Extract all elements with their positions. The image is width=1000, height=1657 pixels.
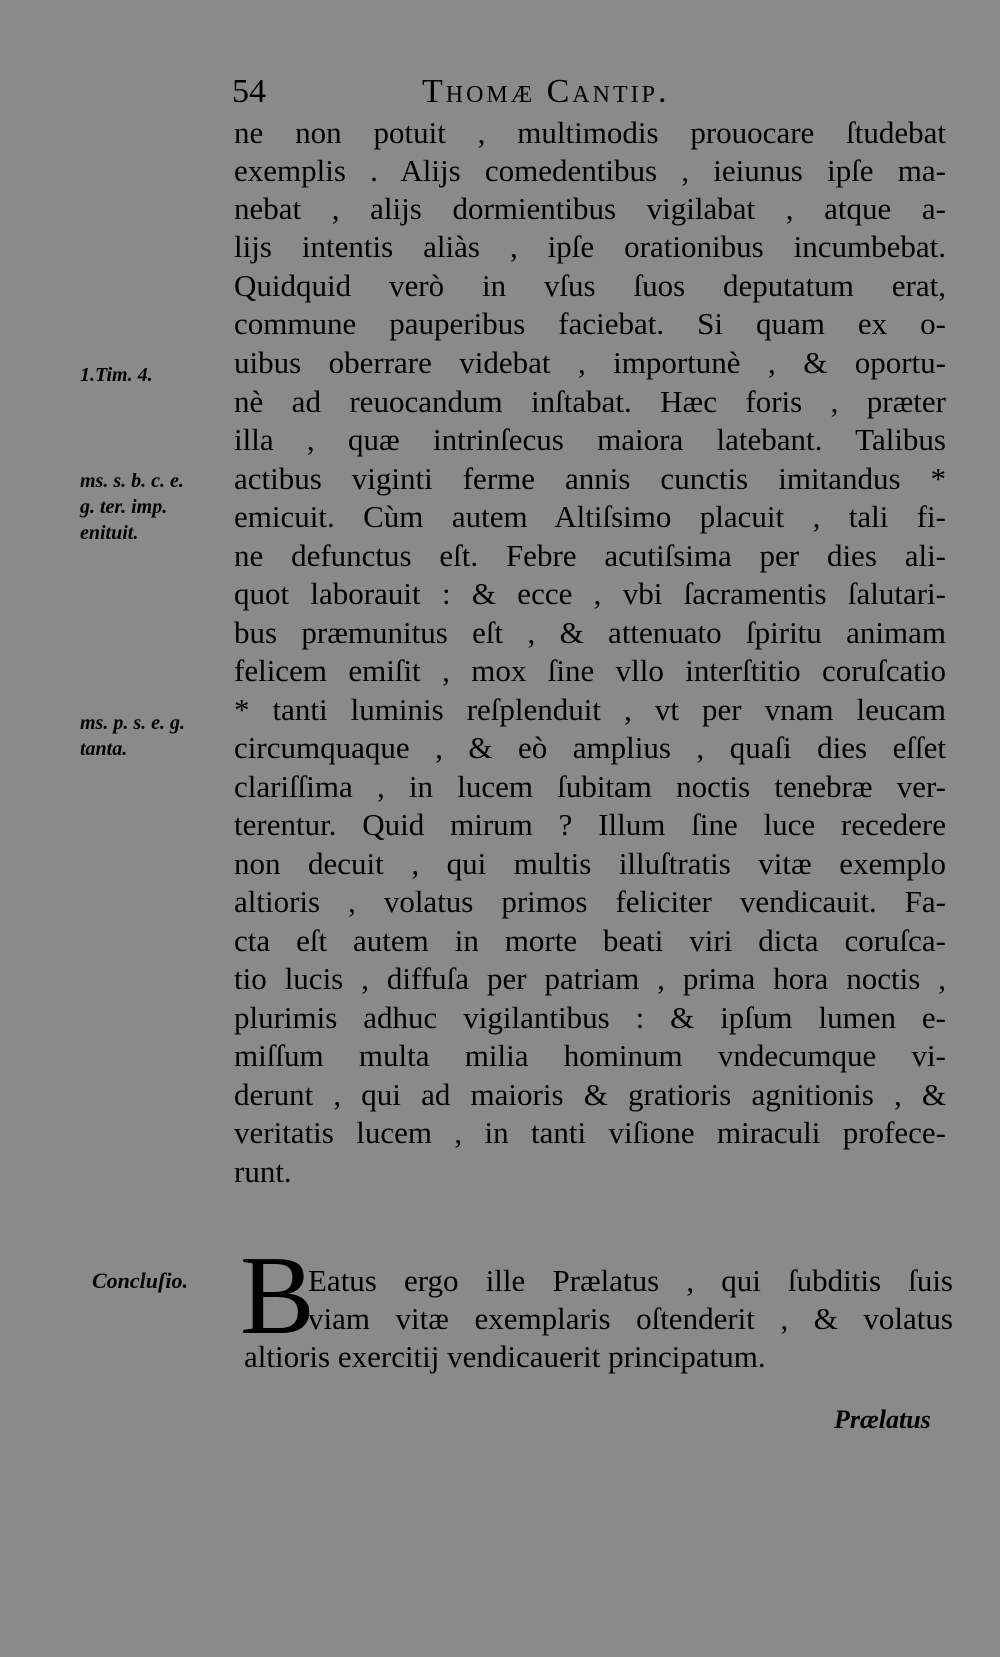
body-line: * tanti luminis reſplenduit , vt per vnam leucam [234,692,946,727]
body-line: Quidquid verò in vſus ſuos deputatum erat, [234,268,946,303]
body-line: tio lucis , diffuſa per patriam , prima hora noctis , [234,961,946,996]
body-line: ne non potuit , multimodis prouocare ſtudebat [234,115,946,150]
margin-note-variant-b: ms. p. s. e. g. tanta. [80,712,185,760]
body-line: ne defunctus eſt. Febre acutiſsima per dies ali- [234,538,946,573]
body-line: derunt , qui ad maioris & gratioris agnitionis , & [234,1077,946,1112]
body-line: emicuit. Cùm autem Altiſsimo placuit , tali fi- [234,499,946,534]
body-line: miſſum multa milia hominum vndecumque vi- [234,1038,946,1073]
body-line: exemplis . Alijs comedentibus , ieiunus ipſe ma- [234,153,946,188]
body-line: clariſſima , in lucem ſubitam noctis tenebræ ver- [234,769,946,804]
body-line: altioris , volatus primos feliciter vendicauit. Fa- [234,884,946,919]
body-line: non decuit , qui multis illuſtratis vitæ exemplo [234,846,946,881]
margin-note-conclusion: Concluſio. [92,1268,188,1293]
body-line: lijs intentis aliàs , ipſe orationibus incumbebat. [234,229,946,264]
drop-cap: B [240,1234,315,1358]
body-line: felicem emiſit , mox ſine vllo interſtitio coruſcatio [234,653,946,688]
body-line: nebat , alijs dormientibus vigilabat , atque a- [234,191,946,226]
body-line: actibus viginti ferme annis cunctis imitandus * [234,461,946,496]
body-line: bus præmunitus eſt , & attenuato ſpiritu animam [234,615,946,650]
body-line: uibus oberrare videbat , importunè , & oportu- [234,345,946,380]
body-line: runt. [234,1154,292,1189]
conclusion-line: viam vitæ exemplaris oſtenderit , & volatus [308,1301,953,1336]
margin-note-variant-a: ms. s. b. c. e. g. ter. imp. enituit. [80,470,184,544]
body-line: commune pauperibus faciebat. Si quam ex o- [234,306,946,341]
body-line: nè ad reuocandum inſtabat. Hæc foris , præter [234,384,946,419]
running-head: Thomæ Cantip. [422,73,670,110]
body-line: cta eſt autem in morte beati viri dicta coruſca- [234,923,946,958]
body-line: veritatis lucem , in tanti viſione miraculi profece- [234,1115,946,1150]
body-line: illa , quæ intrinſecus maiora latebant. Talibus [234,422,946,457]
catchword: Prælatus [834,1405,931,1434]
page-header [232,72,792,112]
body-line: plurimis adhuc vigilantibus : & ipſum lumen e- [234,1000,946,1035]
body-line: quot laborauit : & ecce , vbi ſacramentis ſalutari- [234,576,946,611]
body-line: circumquaque , & eò amplius , quaſi dies eſſet [234,730,946,765]
body-line: terentur. Quid mirum ? Illum ſine luce recedere [234,807,946,842]
page-number: 54 [232,73,266,110]
margin-note-tim: 1.Tim. 4. [80,364,153,386]
conclusion-line: Eatus ergo ille Prælatus , qui ſubditis ſuis [308,1263,953,1298]
conclusion-line: altioris exercitij vendicauerit principatum. [244,1339,766,1374]
